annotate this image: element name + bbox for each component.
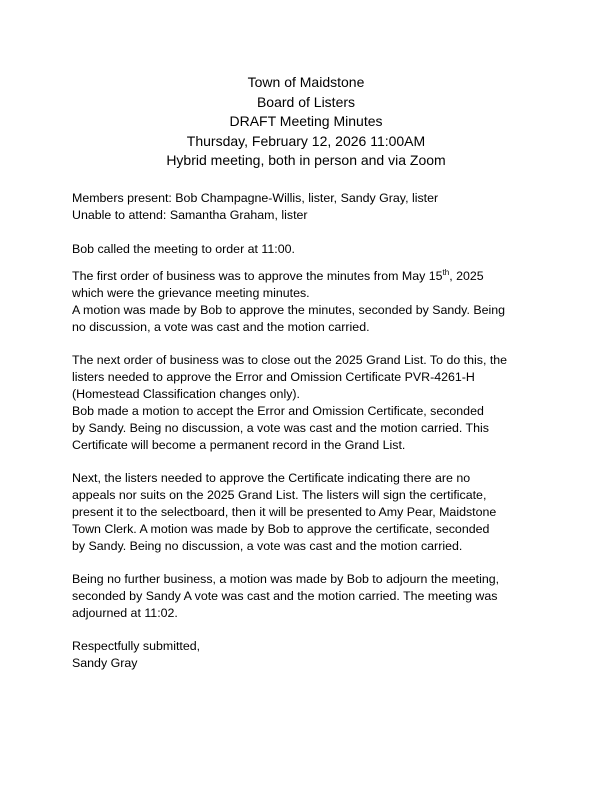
line-text: , 2025: [449, 269, 484, 283]
paragraph-line: listers needed to approve the Error and Omission Certificate PVR-4261-H: [72, 370, 475, 384]
paragraph-line: by Sandy. Being no discussion, a vote was cast and the motion carried. This: [72, 421, 489, 435]
town-name: Town of Maidstone: [247, 74, 365, 90]
minutes-body: [72, 190, 548, 672]
paragraph-line: present it to the selectboard, then it will be presented to Amy Pear, Maidstone: [72, 505, 497, 519]
agenda-item-minutes-approval: [72, 268, 548, 336]
document-header: [0, 73, 612, 171]
closing-line: Respectfully submitted,: [72, 639, 201, 653]
call-to-order: Bob called the meeting to order at 11:00.: [72, 242, 295, 256]
paragraph-line: Certificate will become a permanent record in the Grand List.: [72, 438, 406, 452]
paragraph-line: no discussion, a vote was cast and the motion carried.: [72, 320, 370, 334]
paragraph-line: Next, the listers needed to approve the Certificate indicating there are no: [72, 471, 471, 485]
agenda-item-grand-list: [72, 352, 548, 454]
superscript: th: [442, 267, 450, 277]
paragraph-line: (Homestead Classification changes only).: [72, 387, 300, 401]
paragraph-line: A motion was made by Bob to approve the minutes, seconded by Sandy. Being: [72, 303, 506, 317]
paragraph-line: by Sandy. Being no discussion, a vote was cast and the motion carried.: [72, 539, 463, 553]
paragraph-line: Bob made a motion to accept the Error and Omission Certificate, seconded: [72, 404, 484, 418]
signature-block: [72, 638, 548, 672]
paragraph-line: adjourned at 11:02.: [72, 606, 178, 620]
paragraph-line: Being no further business, a motion was made by Bob to adjourn the meeting,: [72, 572, 500, 586]
meeting-format: Hybrid meeting, both in person and via Zoom: [166, 152, 446, 168]
paragraph-line: The next order of business was to close out the 2025 Grand List. To do this, the: [72, 353, 508, 367]
paragraph-line: [72, 268, 548, 285]
paragraph-line: seconded by Sandy A vote was cast and the motion carried. The meeting was: [72, 589, 498, 603]
board-name: Board of Listers: [256, 93, 356, 110]
agenda-item-certificate: [72, 470, 548, 555]
line-text: The first order of business was to approve the minutes from May 15: [72, 269, 443, 283]
document-title: DRAFT Meeting Minutes: [229, 113, 383, 129]
paragraph-line: appeals nor suits on the 2025 Grand List. The listers will sign the certificate,: [72, 488, 487, 502]
signer-name: Sandy Gray: [72, 656, 138, 670]
meeting-date: Thursday, February 12, 2026 11:00AM: [186, 132, 426, 149]
members-absent: Unable to attend: Samantha Graham, lister: [72, 208, 308, 222]
paragraph-line: Town Clerk. A motion was made by Bob to approve the certificate, seconded: [72, 522, 490, 536]
members-present: Members present: Bob Champagne-Willis, lister, Sandy Gray, lister: [72, 191, 439, 205]
paragraph-line: which were the grievance meeting minutes.: [72, 286, 310, 300]
adjournment: [72, 571, 548, 622]
